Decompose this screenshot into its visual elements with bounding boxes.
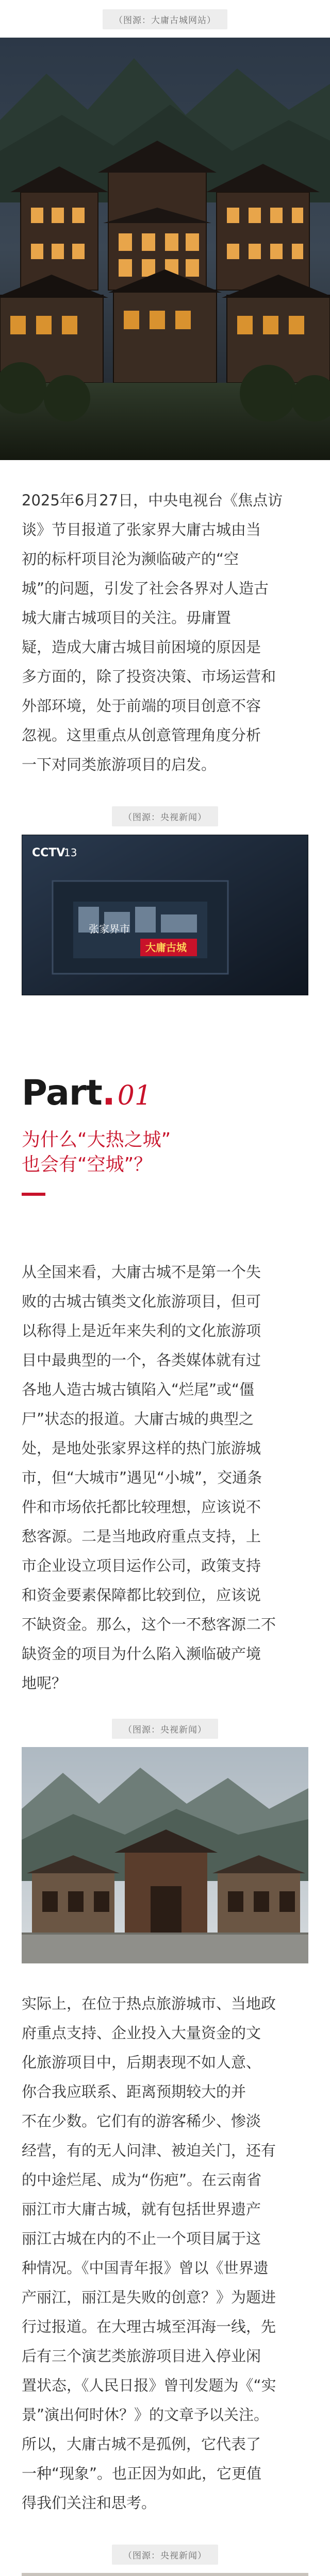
town-gate-illustration xyxy=(22,1747,308,1963)
section-title xyxy=(0,1128,330,1177)
text-line: 你合我应联系、距离预期较大的并 xyxy=(22,2083,246,2100)
text-line: 府重点支持、企业投入大量资金的文 xyxy=(22,2024,261,2042)
text-line: 各地人造古城古镇陷入“烂尾”或“僵 xyxy=(22,1381,255,1398)
text-line: 实际上，在位于热点旅游城市、当地政 xyxy=(22,1995,276,2012)
text-line: 疑，造成大庸古城目前困境的原因是 xyxy=(22,638,261,656)
text-line: 不在少数。它们有的游客稀少、惨淡 xyxy=(22,2112,261,2130)
part-label: Part xyxy=(22,1073,102,1113)
part-number: 01 xyxy=(117,1080,152,1111)
text-line: 件和市场依托都比较理想，应该说不 xyxy=(22,1498,261,1516)
text-line: 处，是地处张家界这样的热门旅游城 xyxy=(22,1439,261,1457)
text-line: 从全国来看，大庸古城不是第一个失 xyxy=(22,1263,261,1281)
text-line: 丽江古城在内的不止一个项目属于这 xyxy=(22,2230,261,2247)
photo-cctv-report xyxy=(22,835,308,995)
text-line: 和资金要素保障都比较到位，应该说 xyxy=(22,1586,261,1604)
text-line: 行过报道。在大理古城至洱海一线，先 xyxy=(22,2318,276,2335)
text-line: 置状态，《人民日报》曾刊发题为《“实 xyxy=(22,2377,276,2394)
photo-empty-street xyxy=(22,2573,308,2576)
part-dot: . xyxy=(102,1073,116,1113)
text-line: 地呢？ xyxy=(22,1674,67,1692)
text-line: 缺资金的项目为什么陷入濒临破产境 xyxy=(22,1645,261,1663)
text-line: 不缺资金。那么，这个一不愁客源二不 xyxy=(22,1616,276,1633)
text-line: 忽视。这里重点从创意管理角度分析 xyxy=(22,726,261,744)
text-line: 市企业设立项目运作公司，政策支持 xyxy=(22,1557,261,1574)
overlay-city: 张家界市 xyxy=(89,923,130,935)
photo-town-gate xyxy=(22,1747,308,1963)
text-line: 愁客源。二是当地政府重点支持，上 xyxy=(22,1528,261,1545)
text-line: 产丽江，丽江是失败的创意？》为题进 xyxy=(22,2289,276,2306)
channel-label: CCTV xyxy=(32,846,65,859)
text-line: 景”演出何时休？》的文章予以关注。 xyxy=(22,2406,269,2424)
text-line: 败的古城古镇类文化旅游项目，但可 xyxy=(22,1293,261,1310)
overlay-project: 大庸古城 xyxy=(145,941,187,954)
text-line: 2025年6月27日，中央电视台《焦点访 xyxy=(22,492,283,509)
text-line: 城”的问题，引发了社会各界对人造古 xyxy=(22,580,269,597)
paragraph-1 xyxy=(0,1258,330,1698)
text-line: 多方面的，除了投资决策、市场运营和 xyxy=(22,668,276,685)
text-line: 化旅游项目中，后期表现不如人意、 xyxy=(22,2054,261,2071)
text-line: 一种“现象”。也正因为如此，它更值 xyxy=(22,2465,262,2482)
text-line: 一下对同类旅游项目的启发。 xyxy=(22,756,217,773)
text-line: 市，但“大城市”遇见“小城”，交通条 xyxy=(22,1469,262,1486)
text-line: 经营，有的无人问津、被迫关门，还有 xyxy=(22,2142,276,2159)
section-title-line: 为什么“大热之城” xyxy=(22,1129,171,1150)
cctv-logo-icon xyxy=(32,846,77,859)
text-line: 后有三个演艺类旅游项目进入停业闲 xyxy=(22,2347,261,2365)
section-title-line: 也会有“空城”？ xyxy=(22,1154,153,1175)
image-caption: （图源：大庸古城网站） xyxy=(103,9,227,29)
text-line: 所以，大庸古城不是孤例，它代表了 xyxy=(22,2435,261,2453)
text-line: 种情况。《中国青年报》曾以《世界遗 xyxy=(22,2259,269,2277)
caption-wrap xyxy=(0,2545,330,2565)
channel-number: 13 xyxy=(64,846,77,859)
paragraph-2 xyxy=(0,1989,330,2518)
section-heading xyxy=(0,1073,330,1113)
text-line: 初的标杆项目沦为濒临破产的“空 xyxy=(22,550,239,568)
text-line: 外部环境，处于前端的项目创意不容 xyxy=(22,697,261,715)
text-line: 丽江市大庸古城，就有包括世界遗产 xyxy=(22,2200,261,2218)
text-line: 以称得上是近年来失利的文化旅游项 xyxy=(22,1322,261,1340)
caption-wrap xyxy=(0,9,330,29)
intro-paragraph xyxy=(0,486,330,779)
image-caption: （图源：央视新闻） xyxy=(112,2545,218,2565)
text-line: 城大庸古城项目的关注。毋庸置 xyxy=(22,609,232,626)
caption-wrap xyxy=(0,1719,330,1739)
image-caption: （图源：央视新闻） xyxy=(112,1719,218,1739)
text-line: 尸”状态的报道。大庸古城的典型之 xyxy=(22,1410,254,1428)
text-line: 的中途烂尾、成为“伤疤”。在云南省 xyxy=(22,2171,262,2189)
photo-ancient-town-night xyxy=(0,38,330,460)
caption-wrap xyxy=(0,806,330,826)
text-line: 得我们关注和思考。 xyxy=(22,2494,157,2512)
text-line: 目中最典型的一个，各类媒体就有过 xyxy=(22,1351,261,1369)
ancient-town-illustration xyxy=(0,38,330,460)
cctv-screenshot xyxy=(22,835,308,995)
empty-street-illustration xyxy=(22,2573,308,2576)
image-caption: （图源：央视新闻） xyxy=(112,806,218,826)
text-line: 谈》节目报道了张家界大庸古城由当 xyxy=(22,521,261,538)
